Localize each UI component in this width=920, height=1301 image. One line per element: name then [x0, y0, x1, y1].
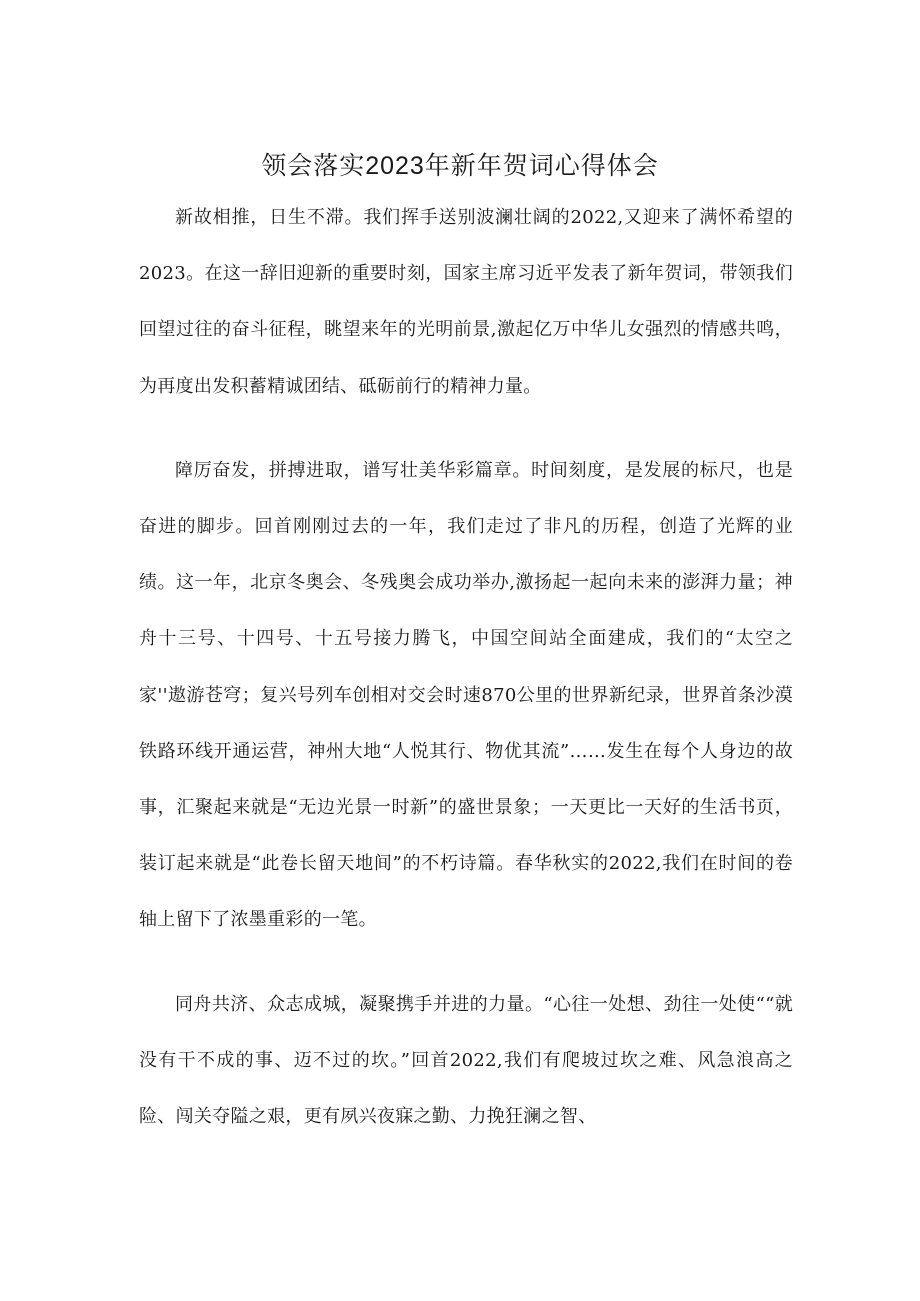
document-body	[139, 190, 793, 1173]
paragraph-3: 同舟共济、众志成城，凝聚携手并进的力量。“心往一处想、劲往一处使““就没有干不成的事、迈不过的坎。”回首2022,我们有爬坡过坎之难、风急浪高之险、闯关夺隘之艰，更有夙兴夜寐之勤、力挽狂澜之智、	[139, 993, 793, 1128]
paragraph-2: 障厉奋发，拼搏进取，谱写壮美华彩篇章。时间刻度，是发展的标尺，也是奋进的脚步。回首刚刚过去的一年，我们走过了非凡的历程，创造了光辉的业绩。这一年，北京冬奥会、冬残奥会成功举办,激扬起一起向未来的澎湃力量；神舟十三号、十四号、十五号接力腾飞，中国空间站全面建成，我们的“太空之家''遨游苍穹；复兴号列车创相对交会时速870公里的世界新纪录，世界首条沙漠铁路环线开通运营，神州大地“人悦其行、物优其流”……发生在每个人身边的故事，汇聚起来就是“无边光景一时新”的盛世景象；一天更比一天好的生活书页，装订起来就是“此卷长留天地间”的不朽诗篇。春华秋实的2022,我们在时间的卷轴上留下了浓墨重彩的一笔。	[139, 459, 793, 931]
document-title: 领会落实2023年新年贺词心得体会	[261, 152, 659, 180]
paragraph-1: 新故相推，日生不滞。我们挥手送别波澜壮阔的2022,又迎来了满怀希望的2023。在这一辞旧迎新的重要时刻，国家主席习近平发表了新年贺词，带领我们回望过往的奋斗征程，眺望来年的光明前景,激起亿万中华儿女强烈的情感共鸣，为再度出发积蓄精诚团结、砥砺前行的精神力量。	[139, 207, 793, 397]
